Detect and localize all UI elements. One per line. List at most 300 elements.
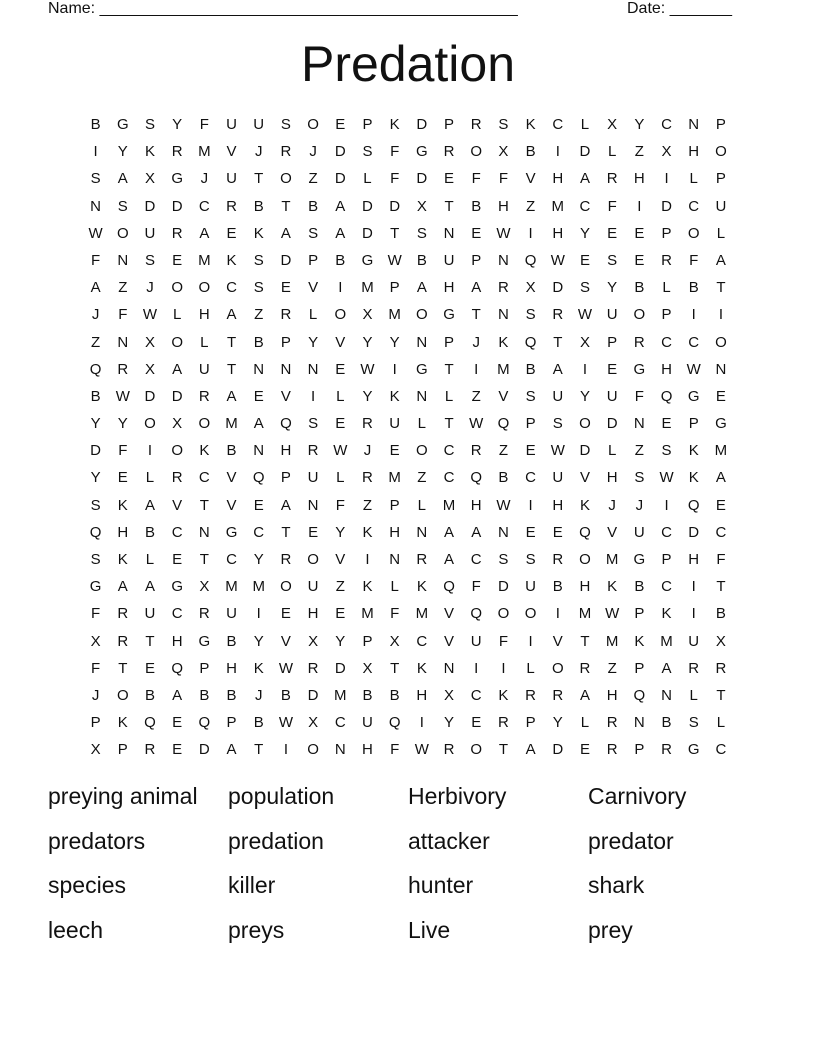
grid-letter: C bbox=[171, 605, 183, 623]
grid-letter: C bbox=[470, 551, 482, 568]
grid-letter: T bbox=[580, 632, 590, 650]
grid-letter: N bbox=[443, 224, 455, 242]
grid-letter: I bbox=[555, 605, 560, 623]
grid-letter: Y bbox=[172, 116, 183, 133]
grid-letter: P bbox=[308, 251, 319, 269]
grid-letter: V bbox=[444, 605, 455, 623]
grid-letter: M bbox=[388, 306, 401, 324]
grid-letter: P bbox=[661, 224, 672, 242]
grid-letter: K bbox=[525, 116, 536, 133]
grid-letter: F bbox=[390, 741, 400, 759]
grid-letter: A bbox=[280, 224, 291, 242]
grid-letter: S bbox=[144, 116, 155, 133]
grid-letter: E bbox=[579, 741, 590, 759]
grid-letter: A bbox=[172, 360, 183, 378]
grid-letter: Z bbox=[335, 578, 345, 596]
letter-grid bbox=[82, 111, 735, 764]
grid-letter: S bbox=[525, 387, 536, 405]
grid-letter: D bbox=[389, 197, 401, 215]
grid-letter: F bbox=[498, 170, 508, 188]
grid-letter: O bbox=[579, 415, 591, 433]
grid-letter: R bbox=[171, 469, 183, 487]
grid-letter: O bbox=[307, 551, 319, 568]
grid-letter: B bbox=[253, 714, 264, 732]
grid-letter: O bbox=[198, 279, 211, 297]
grid-letter: I bbox=[664, 496, 669, 514]
name-line: Name: _______________________________________________ bbox=[48, 0, 518, 17]
grid-letter: G bbox=[116, 116, 129, 133]
grid-letter: W bbox=[414, 741, 429, 759]
grid-letter: W bbox=[550, 251, 565, 269]
grid-letter: A bbox=[117, 578, 128, 596]
grid-letter: U bbox=[525, 578, 537, 596]
grid-letter: L bbox=[417, 415, 427, 433]
grid-letter: X bbox=[525, 279, 536, 297]
grid-letter: L bbox=[145, 551, 155, 568]
grid-letter: O bbox=[687, 224, 700, 242]
grid-letter: N bbox=[253, 442, 265, 460]
grid-letter: H bbox=[552, 224, 564, 242]
word-bank-item: population bbox=[228, 783, 335, 809]
grid-letter: S bbox=[90, 551, 101, 568]
grid-letter: R bbox=[606, 714, 618, 732]
grid-letter: H bbox=[416, 686, 428, 704]
grid-letter: G bbox=[198, 632, 211, 650]
grid-letter: O bbox=[280, 170, 292, 188]
grid-letter: B bbox=[362, 686, 373, 704]
grid-letter: L bbox=[580, 116, 590, 133]
grid-letter: D bbox=[307, 686, 319, 704]
grid-letter: J bbox=[91, 686, 100, 704]
grid-letter: D bbox=[497, 578, 509, 596]
word-bank-item: shark bbox=[588, 872, 645, 898]
grid-letter: Q bbox=[660, 387, 673, 405]
grid-letter: R bbox=[552, 306, 564, 324]
grid-letter: F bbox=[335, 496, 345, 514]
word-bank-item: preys bbox=[228, 916, 285, 943]
grid-letter: N bbox=[497, 523, 509, 541]
grid-letter: W bbox=[142, 306, 158, 324]
grid-letter: G bbox=[89, 578, 102, 596]
grid-letter: O bbox=[280, 578, 292, 596]
grid-letter: Z bbox=[362, 496, 373, 514]
grid-letter: T bbox=[118, 659, 128, 677]
grid-letter: X bbox=[498, 143, 509, 161]
grid-letter: D bbox=[552, 741, 564, 759]
grid-letter: E bbox=[607, 360, 618, 378]
word-bank-item: killer bbox=[228, 872, 276, 898]
grid-letter: X bbox=[607, 116, 618, 133]
grid-letter: I bbox=[474, 659, 479, 677]
grid-letter: P bbox=[634, 605, 645, 623]
grid-row bbox=[82, 709, 735, 736]
grid-letter: Q bbox=[579, 523, 591, 541]
grid-letter: Q bbox=[443, 578, 455, 596]
grid-letter: N bbox=[416, 387, 428, 405]
grid-letter: N bbox=[416, 523, 428, 541]
grid-letter: L bbox=[336, 469, 345, 487]
grid-letter: R bbox=[443, 143, 455, 161]
grid-letter: E bbox=[661, 415, 672, 433]
grid-letter: D bbox=[606, 415, 618, 433]
grid-letter: C bbox=[253, 523, 265, 541]
grid-letter: S bbox=[308, 224, 319, 242]
grid-letter: K bbox=[416, 578, 427, 596]
grid-letter: U bbox=[253, 116, 265, 133]
grid-letter: O bbox=[715, 333, 727, 351]
grid-letter: T bbox=[471, 306, 481, 324]
grid-letter: R bbox=[470, 442, 482, 460]
grid-letter: U bbox=[606, 387, 618, 405]
word-bank-item: hunter bbox=[408, 872, 474, 898]
grid-letter: O bbox=[171, 442, 183, 460]
grid-letter: A bbox=[552, 360, 563, 378]
grid-letter: K bbox=[253, 659, 264, 677]
grid-letter: A bbox=[471, 279, 482, 297]
page-title: Predation bbox=[300, 36, 516, 92]
grid-letter: B bbox=[308, 197, 319, 215]
grid-letter: F bbox=[91, 659, 101, 677]
grid-letter: E bbox=[715, 387, 726, 405]
grid-letter: C bbox=[525, 469, 537, 487]
grid-letter: X bbox=[416, 197, 427, 215]
word-bank-item: leech bbox=[48, 916, 103, 943]
grid-letter: Z bbox=[308, 170, 318, 188]
grid-letter: E bbox=[280, 605, 291, 623]
grid-letter: U bbox=[633, 523, 645, 541]
grid-letter: X bbox=[90, 632, 101, 650]
grid-letter: Q bbox=[524, 333, 537, 351]
grid-letter: L bbox=[716, 714, 726, 732]
grid-letter: P bbox=[280, 333, 291, 351]
grid-letter: E bbox=[280, 279, 291, 297]
grid-row bbox=[82, 736, 735, 763]
grid-letter: R bbox=[525, 686, 537, 704]
grid-row bbox=[82, 220, 735, 247]
grid-letter: R bbox=[280, 143, 292, 161]
grid-letter: X bbox=[144, 360, 155, 378]
grid-letter: D bbox=[552, 279, 564, 297]
grid-letter: Q bbox=[687, 496, 700, 514]
grid-letter: G bbox=[687, 741, 700, 759]
grid-letter: D bbox=[362, 197, 373, 215]
grid-letter: V bbox=[335, 551, 346, 568]
grid-letter: R bbox=[117, 605, 129, 623]
grid-letter: Y bbox=[308, 333, 319, 351]
grid-letter: N bbox=[117, 333, 129, 351]
grid-letter: A bbox=[715, 251, 726, 269]
grid-letter: H bbox=[579, 578, 591, 596]
grid-letter: H bbox=[661, 360, 672, 378]
grid-letter: A bbox=[199, 224, 210, 242]
grid-letter: R bbox=[497, 279, 509, 297]
grid-letter: D bbox=[90, 442, 102, 460]
grid-letter: G bbox=[225, 523, 238, 541]
grid-letter: O bbox=[524, 605, 537, 623]
grid-letter: O bbox=[416, 442, 428, 460]
grid-letter: C bbox=[661, 116, 672, 133]
grid-letter: M bbox=[361, 605, 374, 623]
grid-letter: C bbox=[661, 578, 672, 596]
grid-letter: R bbox=[171, 143, 183, 161]
grid-letter: R bbox=[443, 741, 455, 759]
grid-letter: I bbox=[555, 143, 560, 161]
grid-letter: L bbox=[662, 279, 671, 297]
grid-letter: Y bbox=[117, 415, 128, 433]
grid-letter: G bbox=[171, 578, 183, 596]
grid-letter: T bbox=[498, 741, 508, 759]
word-bank-item: predator bbox=[588, 827, 674, 854]
grid-letter: K bbox=[498, 333, 509, 351]
grid-letter: N bbox=[688, 116, 700, 133]
grid-letter: Z bbox=[607, 659, 617, 677]
grid-letter: P bbox=[90, 714, 101, 732]
grid-letter: V bbox=[335, 333, 346, 351]
grid-letter: N bbox=[389, 551, 401, 568]
grid-letter: X bbox=[199, 578, 210, 596]
grid-letter: K bbox=[362, 523, 373, 541]
grid-letter: O bbox=[416, 306, 428, 324]
grid-letter: B bbox=[389, 686, 400, 704]
grid-letter: D bbox=[280, 251, 292, 269]
grid-letter: U bbox=[226, 605, 237, 623]
grid-letter: P bbox=[117, 741, 128, 759]
grid-letter: X bbox=[579, 333, 590, 351]
grid-letter: R bbox=[280, 551, 292, 568]
grid-letter: S bbox=[253, 251, 264, 269]
grid-letter: M bbox=[551, 197, 565, 215]
grid-letter: B bbox=[416, 251, 427, 269]
grid-letter: M bbox=[714, 442, 728, 460]
grid-letter: I bbox=[419, 714, 424, 732]
grid-letter: Q bbox=[89, 523, 102, 541]
grid-letter: I bbox=[528, 496, 533, 514]
grid-letter: E bbox=[579, 251, 590, 269]
grid-letter: A bbox=[579, 686, 590, 704]
word-bank-row bbox=[48, 778, 788, 823]
grid-letter: G bbox=[416, 143, 428, 161]
grid-letter: S bbox=[144, 251, 155, 269]
grid-letter: U bbox=[307, 578, 319, 596]
grid-letter: I bbox=[365, 551, 370, 568]
grid-letter: A bbox=[117, 170, 128, 188]
grid-letter: U bbox=[552, 387, 564, 405]
grid-letter: V bbox=[498, 387, 509, 405]
grid-letter: S bbox=[117, 197, 128, 215]
grid-letter: B bbox=[525, 143, 536, 161]
grid-letter: I bbox=[474, 360, 479, 378]
date-line: Date: _______ bbox=[627, 0, 732, 17]
grid-letter: N bbox=[334, 741, 346, 759]
grid-letter: Z bbox=[254, 306, 264, 324]
grid-letter: T bbox=[226, 333, 237, 351]
grid-letter: S bbox=[498, 551, 509, 568]
grid-letter: M bbox=[578, 605, 592, 623]
grid-letter: K bbox=[226, 251, 237, 269]
grid-letter: B bbox=[471, 197, 482, 215]
grid-letter: K bbox=[579, 496, 590, 514]
grid-letter: L bbox=[607, 143, 617, 161]
grid-letter: O bbox=[715, 143, 727, 161]
grid-row bbox=[82, 383, 735, 410]
grid-letter: P bbox=[715, 116, 726, 133]
grid-letter: N bbox=[715, 360, 727, 378]
grid-letter: R bbox=[633, 333, 645, 351]
grid-letter: H bbox=[389, 523, 401, 541]
grid-letter: U bbox=[362, 714, 373, 732]
grid-letter: V bbox=[579, 469, 590, 487]
grid-letter: O bbox=[198, 415, 211, 433]
grid-letter: M bbox=[198, 251, 211, 269]
grid-letter: E bbox=[607, 224, 618, 242]
grid-letter: H bbox=[226, 659, 237, 677]
grid-letter: B bbox=[498, 469, 509, 487]
grid-letter: A bbox=[715, 469, 726, 487]
grid-row bbox=[82, 165, 735, 192]
grid-letter: W bbox=[278, 714, 293, 732]
grid-letter: A bbox=[661, 659, 672, 677]
grid-letter: D bbox=[579, 143, 591, 161]
grid-letter: C bbox=[198, 197, 210, 215]
grid-row bbox=[82, 247, 735, 274]
grid-letter: L bbox=[716, 224, 726, 242]
grid-letter: G bbox=[171, 170, 183, 188]
grid-letter: U bbox=[198, 360, 210, 378]
grid-letter: A bbox=[444, 551, 455, 568]
grid-letter: D bbox=[661, 197, 672, 215]
grid-letter: G bbox=[443, 306, 455, 324]
grid-letter: L bbox=[417, 496, 427, 514]
grid-letter: F bbox=[716, 551, 726, 568]
grid-letter: W bbox=[605, 605, 620, 623]
grid-letter: I bbox=[501, 659, 506, 677]
grid-letter: N bbox=[633, 415, 645, 433]
grid-letter: I bbox=[528, 224, 533, 242]
grid-letter: V bbox=[525, 170, 536, 188]
grid-letter: S bbox=[634, 469, 645, 487]
grid-letter: U bbox=[226, 170, 237, 188]
grid-letter: I bbox=[582, 360, 588, 378]
grid-letter: F bbox=[689, 251, 699, 269]
grid-letter: C bbox=[661, 523, 672, 541]
grid-letter: L bbox=[336, 387, 345, 405]
grid-letter: P bbox=[199, 659, 210, 677]
grid-letter: Y bbox=[90, 469, 101, 487]
grid-letter: P bbox=[525, 714, 536, 732]
grid-letter: N bbox=[307, 360, 319, 378]
grid-letter: T bbox=[390, 224, 400, 242]
grid-letter: V bbox=[226, 496, 237, 514]
grid-letter: C bbox=[198, 469, 210, 487]
grid-letter: T bbox=[199, 496, 209, 514]
grid-letter: Z bbox=[526, 197, 536, 215]
grid-letter: S bbox=[552, 415, 563, 433]
grid-letter: E bbox=[172, 251, 183, 269]
grid-letter: E bbox=[226, 224, 237, 242]
grid-letter: F bbox=[471, 578, 481, 596]
grid-row bbox=[82, 546, 735, 573]
grid-letter: T bbox=[145, 632, 155, 650]
grid-letter: B bbox=[226, 686, 237, 704]
grid-letter: S bbox=[90, 170, 101, 188]
grid-letter: Q bbox=[497, 415, 510, 433]
grid-letter: I bbox=[338, 279, 343, 297]
grid-letter: D bbox=[334, 143, 346, 161]
grid-letter: H bbox=[688, 551, 700, 568]
grid-letter: M bbox=[361, 279, 374, 297]
grid-letter: Z bbox=[417, 469, 427, 487]
grid-letter: I bbox=[691, 306, 696, 324]
grid-letter: K bbox=[634, 632, 645, 650]
grid-letter: P bbox=[362, 116, 373, 133]
grid-letter: Q bbox=[198, 714, 211, 732]
grid-letter: R bbox=[171, 224, 183, 242]
grid-letter: I bbox=[283, 741, 288, 759]
grid-letter: A bbox=[90, 279, 101, 297]
grid-letter: U bbox=[144, 605, 156, 623]
grid-letter: R bbox=[606, 170, 618, 188]
grid-letter: S bbox=[253, 279, 264, 297]
grid-letter: E bbox=[172, 714, 183, 732]
grid-letter: S bbox=[280, 116, 291, 133]
grid-letter: N bbox=[253, 360, 265, 378]
grid-letter: A bbox=[525, 741, 536, 759]
grid-letter: N bbox=[307, 496, 319, 514]
grid-letter: M bbox=[660, 632, 673, 650]
grid-letter: M bbox=[198, 143, 211, 161]
grid-row bbox=[82, 573, 735, 600]
grid-letter: C bbox=[334, 714, 346, 732]
grid-letter: U bbox=[307, 469, 319, 487]
grid-letter: Y bbox=[444, 714, 455, 732]
grid-row bbox=[82, 655, 735, 682]
grid-letter: A bbox=[335, 197, 346, 215]
grid-letter: U bbox=[470, 632, 482, 650]
grid-letter: B bbox=[688, 279, 699, 297]
grid-letter: V bbox=[226, 469, 237, 487]
grid-letter: O bbox=[116, 686, 129, 704]
grid-letter: E bbox=[525, 442, 536, 460]
grid-letter: S bbox=[416, 224, 427, 242]
grid-letter: M bbox=[415, 605, 429, 623]
grid-letter: B bbox=[90, 116, 101, 133]
grid-letter: D bbox=[416, 170, 428, 188]
grid-letter: C bbox=[171, 523, 183, 541]
word-bank-item: Herbivory bbox=[408, 783, 507, 809]
grid-letter: H bbox=[688, 143, 700, 161]
grid-letter: C bbox=[661, 333, 672, 351]
grid-letter: V bbox=[308, 279, 319, 297]
grid-letter: P bbox=[661, 306, 672, 324]
grid-letter: K bbox=[199, 442, 210, 460]
grid-letter: Y bbox=[552, 714, 563, 732]
grid-letter: U bbox=[389, 415, 401, 433]
grid-letter: H bbox=[633, 170, 645, 188]
word-bank-row bbox=[48, 912, 788, 957]
grid-letter: P bbox=[634, 659, 645, 677]
grid-row bbox=[82, 138, 735, 165]
grid-letter: K bbox=[389, 116, 400, 133]
grid-letter: V bbox=[552, 632, 563, 650]
grid-letter: I bbox=[147, 442, 153, 460]
grid-letter: E bbox=[253, 387, 264, 405]
grid-letter: P bbox=[389, 496, 400, 514]
grid-row bbox=[82, 464, 735, 491]
grid-letter: A bbox=[471, 523, 482, 541]
grid-letter: F bbox=[390, 143, 400, 161]
grid-letter: C bbox=[579, 197, 591, 215]
grid-letter: C bbox=[470, 686, 482, 704]
